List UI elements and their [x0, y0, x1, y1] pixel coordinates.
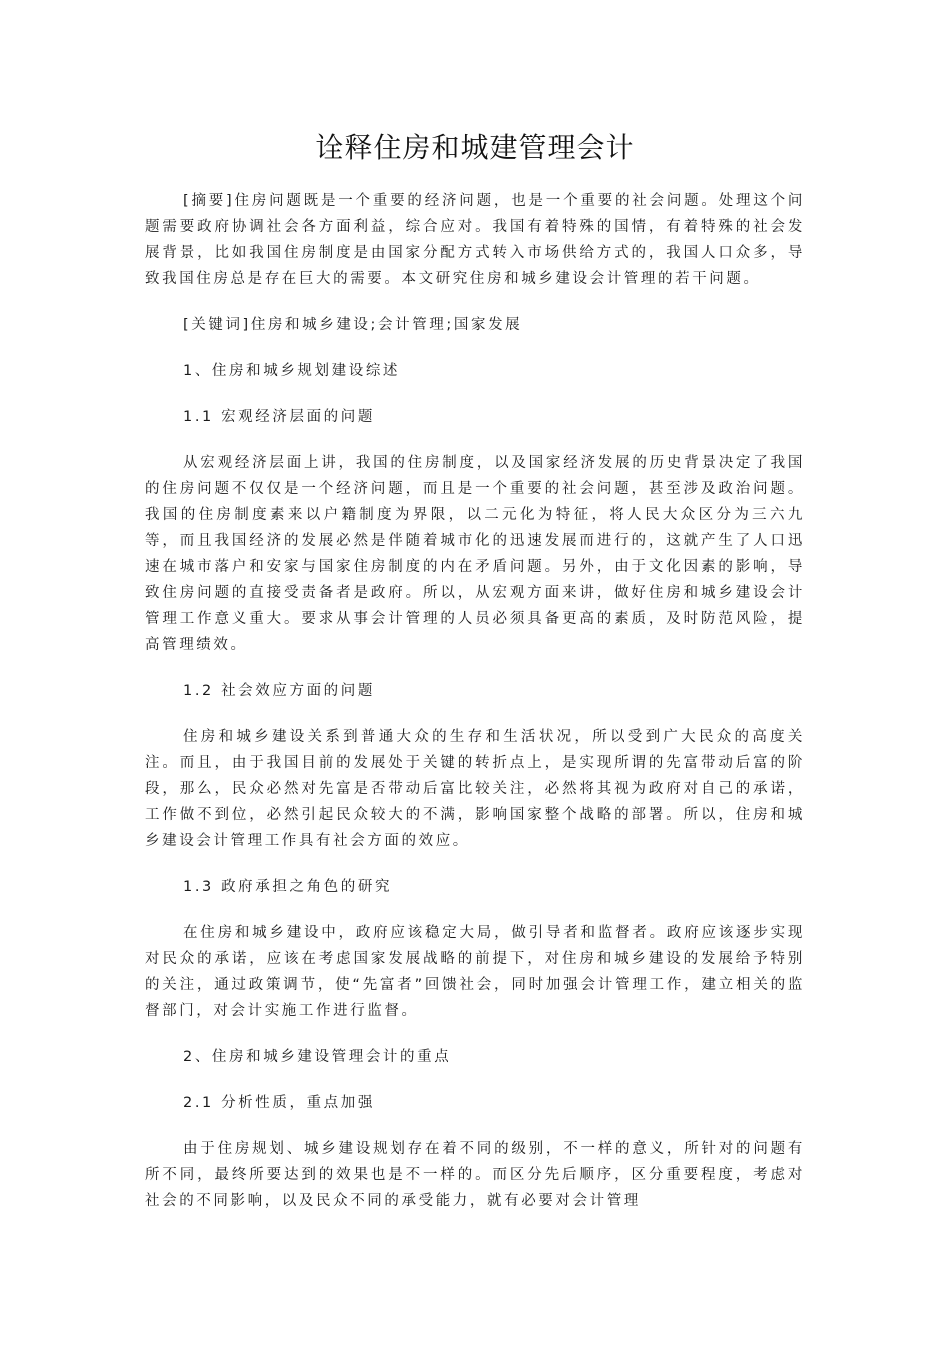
section-heading-2-1: 2.1 分析性质，重点加强 — [183, 1095, 375, 1111]
section-heading-1: 1、住房和城乡规划建设综述 — [183, 363, 401, 379]
section-paragraph-1-1: 从宏观经济层面上讲，我国的住房制度，以及国家经济发展的历史背景决定了我国的住房问题不仅仅是一个经济问题，而且是一个重要的社会问题，甚至涉及政治问题。我国的住房制度素来以户籍制度为界限，以二元化为特征，将人民大众区分为三六九等，而且我国经济的发展必然是伴随着城市化的迅速发展而进行的，这就产生了人口迅速在城市落户和安家与国家住房制度的内在矛盾问题。另外，由于文化因素的影响，导致住房问题的直接受责备者是政府。所以，从宏观方面来讲，做好住房和城乡建设会计管理工作意义重大。要求从事会计管理的人员必须具备更高的素质，及时防范风险，提高管理绩效。 — [145, 455, 805, 653]
document-body — [145, 188, 805, 1214]
spacer — [145, 384, 805, 404]
section-paragraph-2-1: 由于住房规划、城乡建设规划存在着不同的级别，不一样的意义，所针对的问题有所不同，最终所要达到的效果也是不一样的。而区分先后顺序，区分重要程度，考虑对社会的不同影响，以及民众不同的承受能力，就有必要对会计管理 — [145, 1141, 805, 1209]
section-paragraph-1-2: 住房和城乡建设关系到普通大众的生存和生活状况，所以受到广大民众的高度关注。而且，由于我国目前的发展处于关键的转折点上，是实现所谓的先富带动后富的阶段，那么，民众必然对先富是否带动后富比较关注，必然将其视为政府对自己的承诺，工作做不到位，必然引起民众较大的不满，影响国家整个战略的部署。所以，住房和城乡建设会计管理工作具有社会方面的效应。 — [145, 729, 805, 849]
spacer — [145, 430, 805, 450]
spacer — [145, 658, 805, 678]
section-heading-2: 2、住房和城乡建设管理会计的重点 — [183, 1049, 452, 1065]
section-heading-1-3: 1.3 政府承担之角色的研究 — [183, 879, 393, 895]
spacer — [145, 338, 805, 358]
spacer — [145, 292, 805, 312]
section-heading-1-2: 1.2 社会效应方面的问题 — [183, 683, 375, 699]
spacer — [145, 854, 805, 874]
section-paragraph-1-3: 在住房和城乡建设中，政府应该稳定大局，做引导者和监督者。政府应该逐步实现对民众的承诺，应该在考虑国家发展战略的前提下，对住房和城乡建设的发展给予特别的关注，通过政策调节，使“先富者”回馈社会，同时加强会计管理工作，建立相关的监督部门，对会计实施工作进行监督。 — [145, 925, 805, 1019]
abstract-paragraph: [摘要]住房问题既是一个重要的经济问题，也是一个重要的社会问题。处理这个问题需要政府协调社会各方面利益，综合应对。我国有着特殊的国情，有着特殊的社会发展背景，比如我国住房制度是由国家分配方式转入市场供给方式的，我国人口众多，导致我国住房总是存在巨大的需要。本文研究住房和城乡建设会计管理的若干问题。 — [145, 193, 805, 287]
keywords-line: [关键词]住房和城乡建设;会计管理;国家发展 — [183, 317, 523, 333]
spacer — [145, 1070, 805, 1090]
spacer — [145, 900, 805, 920]
spacer — [145, 1024, 805, 1044]
section-heading-1-1: 1.1 宏观经济层面的问题 — [183, 409, 375, 425]
spacer — [145, 704, 805, 724]
document-title: 诠释住房和城建管理会计 — [315, 131, 635, 164]
spacer — [145, 1116, 805, 1136]
